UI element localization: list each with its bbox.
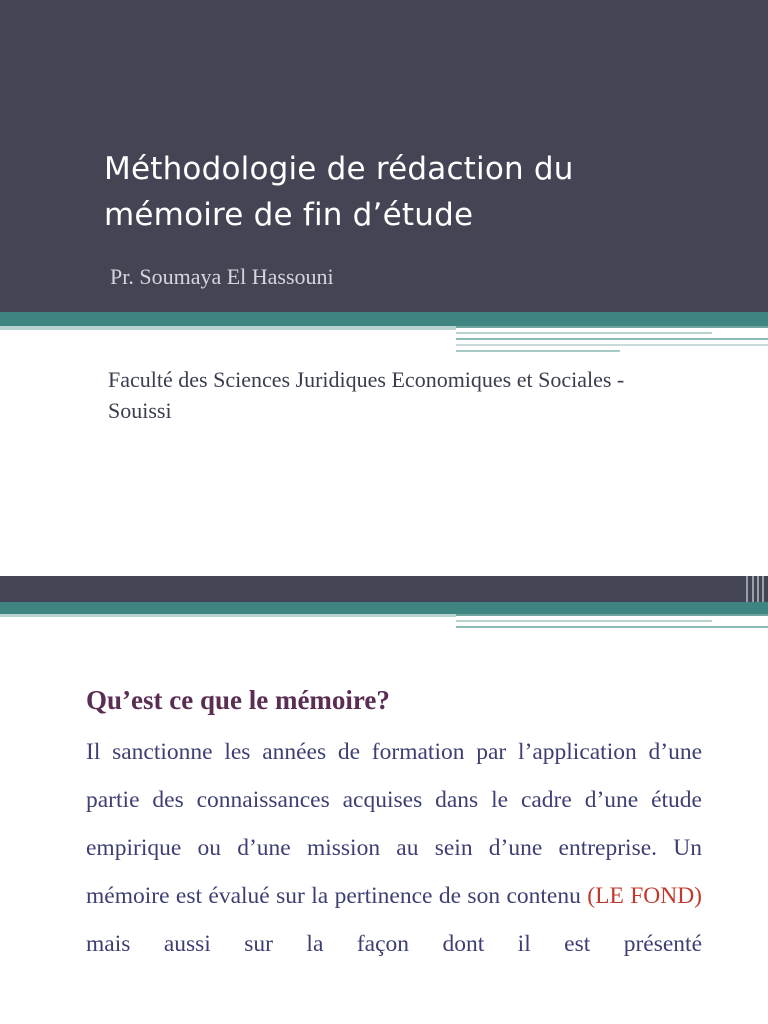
content-slide — [0, 576, 768, 1024]
decorative-stripe — [456, 350, 620, 352]
decorative-stripe — [456, 620, 712, 622]
emphasis-text: (LE FOND) — [587, 883, 703, 909]
body-text: mais aussi sur la façon dont il est présenté — [86, 931, 702, 957]
decorative-stripe — [0, 614, 456, 617]
decorative-vertical-lines — [742, 576, 768, 602]
decorative-stripe — [456, 614, 768, 616]
section-heading: Qu’est ce que le mémoire? — [86, 685, 390, 715]
decorative-stripe — [456, 626, 768, 628]
presenter-name: Pr. Soumaya El Hassouni — [110, 264, 334, 289]
slide-title: Méthodologie de rédaction du mémoire de fin d’étude — [104, 151, 574, 233]
body-paragraph — [86, 728, 702, 968]
teal-divider — [0, 602, 768, 614]
decorative-stripe — [456, 338, 768, 340]
body-text: Il sanctionne les années de formation par l’application d’une partie des connaissances acquises dans le cadre d’une étude empirique ou d’une mission au sein d’une entreprise. Un mémoire est évalué sur la pertinence de son contenu — [86, 739, 702, 909]
decorative-stripe — [456, 326, 768, 328]
teal-divider-light — [0, 326, 456, 330]
slide-header-band — [0, 576, 768, 602]
institution-name: Faculté des Sciences Juridiques Economiques et Sociales - Souissi — [108, 367, 625, 423]
decorative-stripe — [456, 332, 712, 334]
decorative-stripe — [456, 344, 768, 346]
teal-divider — [0, 312, 768, 326]
